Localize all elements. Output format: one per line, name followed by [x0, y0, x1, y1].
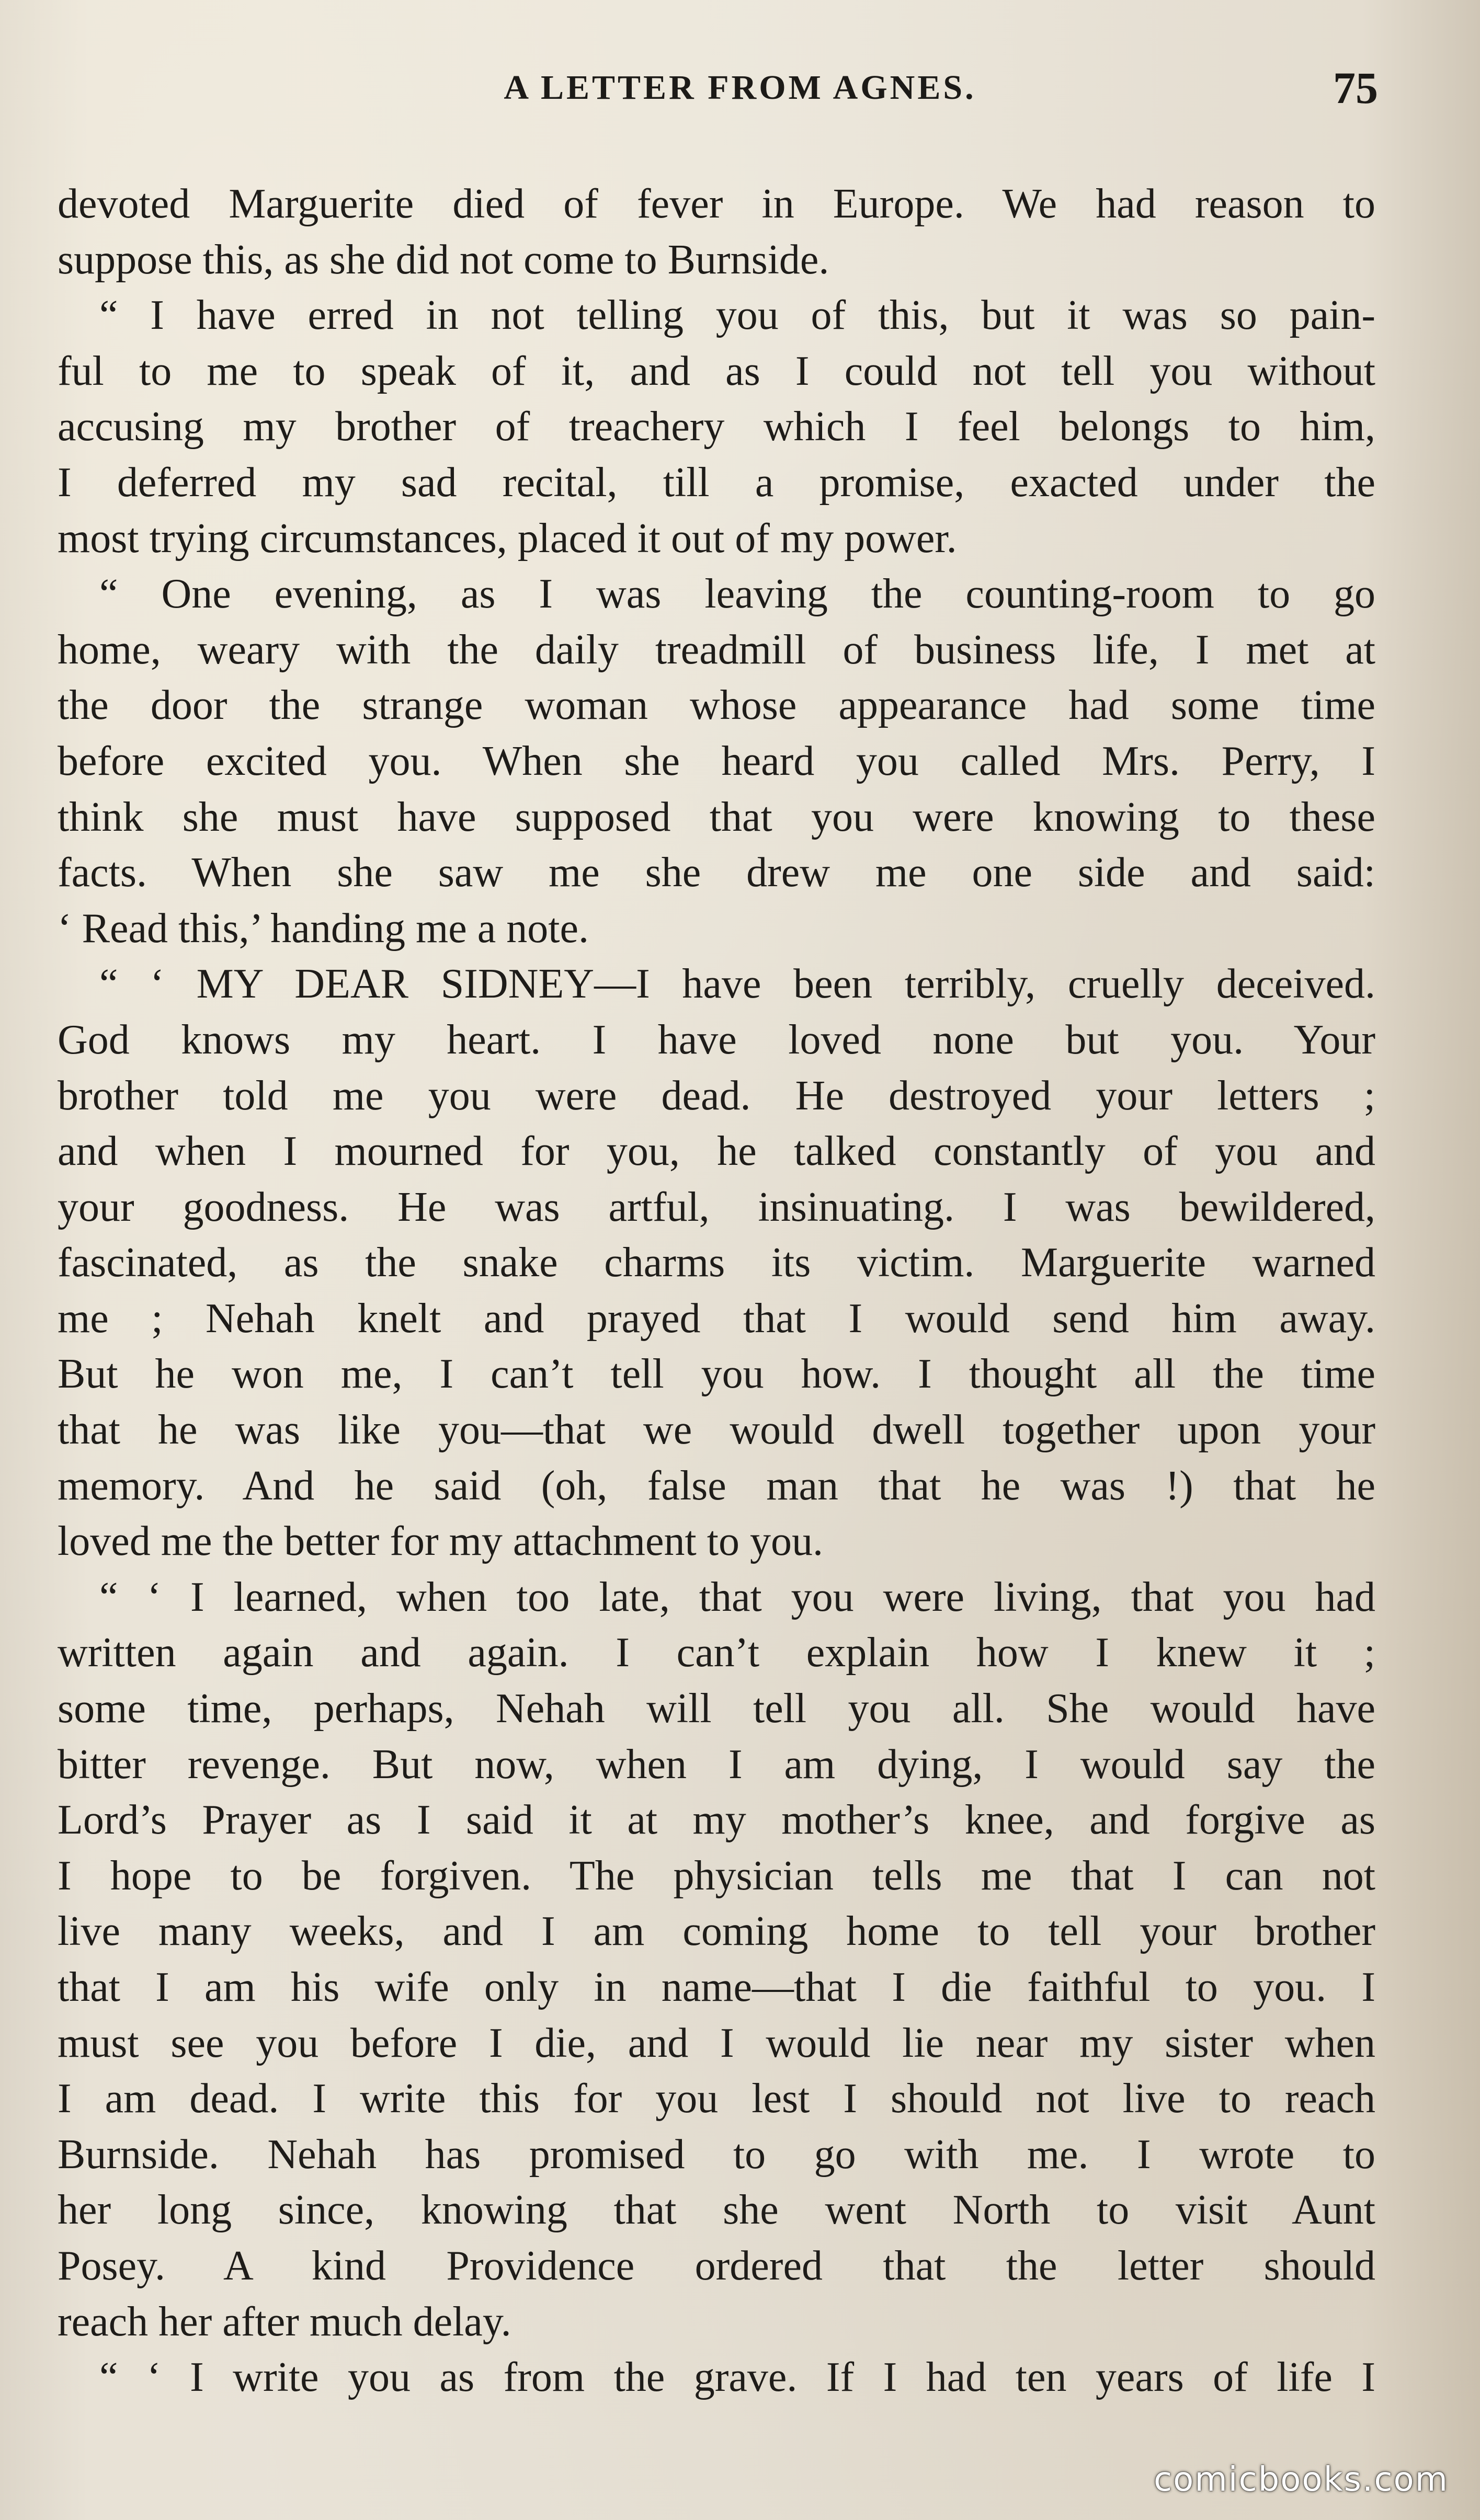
text-line: some time, perhaps, Nehah will tell you all. She would have [58, 1686, 1375, 1732]
text-line: and when I mourned for you, he talked constantly of you and [58, 1128, 1375, 1175]
text-line: brother told me you were dead. He destroyed your letters ; [58, 1072, 1375, 1119]
text-line: her long since, knowing that she went North to visit Aunt [58, 2187, 1375, 2233]
text-line: I am dead. I write this for you lest I should not live to reach [58, 2076, 1375, 2122]
text-line: before excited you. When she heard you called Mrs. Perry, I [58, 738, 1375, 784]
text-line: loved me the better for my attachment to you. [58, 1518, 823, 1565]
page-header [0, 63, 1480, 125]
text-line: Burnside. Nehah has promised to go with me. I wrote to [58, 2131, 1375, 2178]
text-line: that I am his wife only in name—that I die faithful to you. I [58, 1964, 1375, 2010]
text-line: Lord’s Prayer as I said it at my mother’s knee, and forgive as [58, 1797, 1375, 1843]
text-line: most trying circumstances, placed it out of my power. [58, 515, 957, 562]
text-line: “ ‘ MY DEAR SIDNEY—I have been terribly, cruelly deceived. [99, 961, 1375, 1007]
text-line: written again and again. I can’t explain how I knew it ; [58, 1630, 1375, 1676]
text-line: Posey. A kind Providence ordered that the letter should [58, 2242, 1375, 2289]
text-line: must see you before I die, and I would lie near my sister when [58, 2020, 1375, 2066]
text-line: “ I have erred in not telling you of this, but it was so pain- [99, 292, 1375, 339]
text-line: suppose this, as she did not come to Burnside. [58, 236, 829, 283]
text-line: home, weary with the daily treadmill of business life, I met at [58, 626, 1375, 673]
page-number: 75 [1333, 63, 1378, 113]
body-text [58, 176, 1375, 2406]
text-line: your goodness. He was artful, insinuating. I was bewildered, [58, 1184, 1375, 1230]
text-line: think she must have supposed that you were knowing to these [58, 794, 1375, 840]
text-line: “ ‘ I write you as from the grave. If I had ten years of life I [99, 2354, 1375, 2401]
text-line: “ One evening, as I was leaving the counting-room to go [99, 571, 1375, 617]
text-line: devoted Marguerite died of fever in Europe. We had reason to [58, 181, 1375, 227]
text-line: accusing my brother of treachery which I feel belongs to him, [58, 404, 1375, 450]
text-line: ‘ Read this,’ handing me a note. [58, 905, 589, 952]
text-line: reach her after much delay. [58, 2298, 511, 2345]
text-line: “ ‘ I learned, when too late, that you were living, that you had [99, 1574, 1375, 1620]
text-line: I deferred my sad recital, till a promise, exacted under the [58, 459, 1375, 506]
text-line: the door the strange woman whose appearance had some time [58, 682, 1375, 729]
text-line: God knows my heart. I have loved none but you. Your [58, 1016, 1375, 1063]
text-line: me ; Nehah knelt and prayed that I would send him away. [58, 1295, 1375, 1342]
running-head: A LETTER FROM AGNES. [504, 68, 976, 107]
text-line: facts. When she saw me she drew me one side and said: [58, 850, 1375, 896]
text-line: fascinated, as the snake charms its victim. Marguerite warned [58, 1240, 1375, 1286]
text-line: ful to me to speak of it, and as I could not tell you without [58, 348, 1375, 394]
text-line: I hope to be forgiven. The physician tells me that I can not [58, 1852, 1375, 1899]
text-line: memory. And he said (oh, false man that he was !) that he [58, 1462, 1375, 1509]
text-line: that he was like you—that we would dwell together upon your [58, 1407, 1375, 1453]
watermark: comicbooks.com [1153, 2460, 1449, 2499]
text-line: But he won me, I can’t tell you how. I thought all the time [58, 1351, 1375, 1398]
text-line: bitter revenge. But now, when I am dying, I would say the [58, 1741, 1375, 1788]
text-line: live many weeks, and I am coming home to tell your brother [58, 1908, 1375, 1955]
